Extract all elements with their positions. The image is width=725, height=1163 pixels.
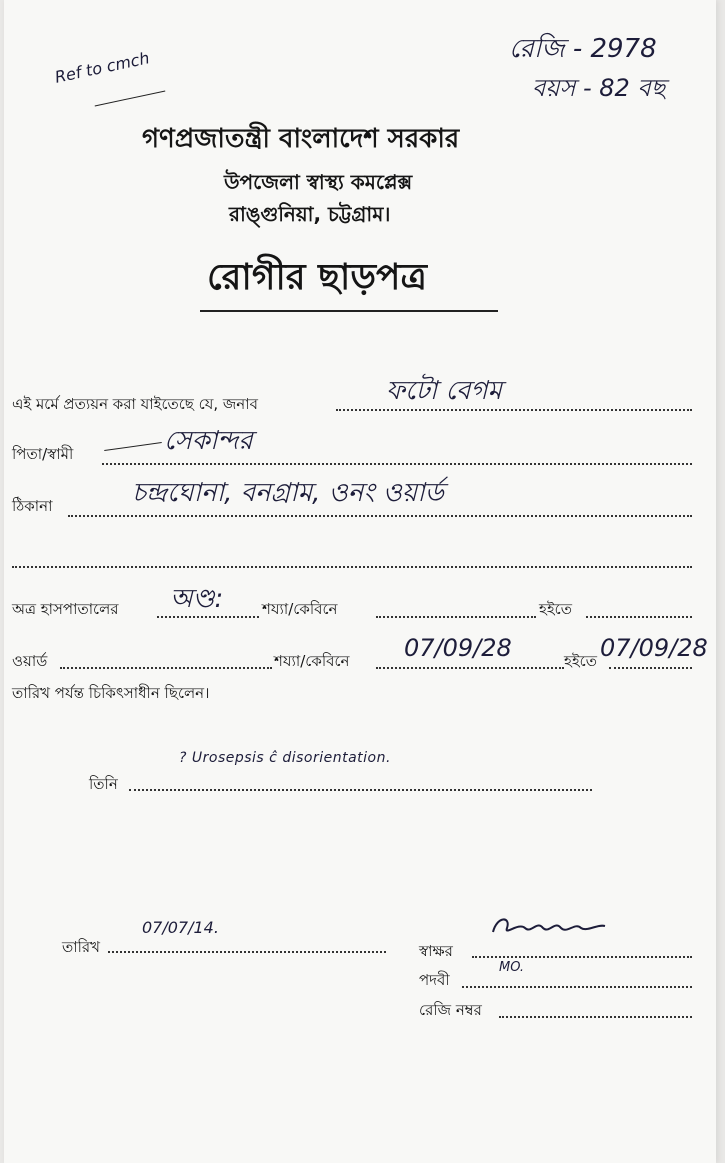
reg-number-note: রেজি - 2978 xyxy=(509,34,657,64)
from-date-value: 07/09/28 xyxy=(404,634,512,662)
designation-value: MO. xyxy=(499,960,525,975)
bed-label-2: শয্যা/কেবিনে xyxy=(274,652,350,670)
ward-label: ওয়ার্ড xyxy=(12,652,48,670)
from-label-2: হইতে xyxy=(564,652,597,670)
complex-name: উপজেলা স্বাস্থ্য কমপ্লেক্স xyxy=(224,170,413,194)
from-dots xyxy=(586,616,692,618)
age-note: বয়স - 82 বছ xyxy=(532,74,666,102)
signature-mark xyxy=(489,910,609,940)
designation-dots xyxy=(462,986,692,988)
diagnosis-value: ? Urosepsis ĉ disorientation. xyxy=(179,750,391,766)
address-label: ঠিকানা xyxy=(12,497,53,515)
to-date-value: 07/09/28 xyxy=(600,634,708,662)
from-label: হইতে xyxy=(539,600,572,618)
treated-until-label: তারিখ পর্যন্ত চিকিৎসাধীন ছিলেন। xyxy=(12,684,210,702)
address-value: চন্দ্রঘোনা, বনগ্রাম, ওনং ওয়ার্ড xyxy=(132,478,444,508)
signature-dots xyxy=(472,956,692,958)
bed-dots xyxy=(376,616,536,618)
designation-label: পদবী xyxy=(419,971,450,989)
to-date-dots xyxy=(609,667,692,669)
location: রাঙ্গুনিয়া, চট্টগ্রাম। xyxy=(229,202,391,226)
ref-note: Ref to cmch xyxy=(53,48,152,87)
page-title: রোগীর ছাড়পত্র xyxy=(207,257,427,298)
ref-underline xyxy=(95,91,166,107)
address-dots-2 xyxy=(12,566,692,568)
father-value: সেকান্দর xyxy=(164,426,253,456)
date-dots xyxy=(108,951,386,953)
ward-dots xyxy=(60,667,272,669)
reg-no-dots xyxy=(499,1016,692,1018)
hospital-value: অণ্ড: xyxy=(170,584,224,614)
reg-no-label: রেজি নম্বর xyxy=(419,1001,482,1019)
bed-label: শয্যা/কেবিনে xyxy=(262,600,338,618)
diagnosis-dots xyxy=(129,789,592,791)
discharge-certificate-paper xyxy=(4,0,716,1163)
hospital-label: অত্র হাসপাতালের xyxy=(12,600,119,618)
govt-title: গণপ্রজাতন্ত্রী বাংলাদেশ সরকার xyxy=(142,124,460,154)
he-label: তিনি xyxy=(89,775,118,793)
title-underline xyxy=(200,310,498,312)
father-stroke xyxy=(104,442,162,451)
from-date-dots xyxy=(376,667,564,669)
date-label: তারিখ xyxy=(62,938,100,956)
patient-name-value: ফটো বেগম xyxy=(386,376,502,406)
father-label: পিতা/স্বামী xyxy=(12,445,74,463)
certify-label: এই মর্মে প্রত্যয়ন করা যাইতেছে যে, জনাব xyxy=(12,395,258,413)
signature-label: স্বাক্ষর xyxy=(419,942,453,960)
date-value: 07/07/14. xyxy=(142,918,219,937)
